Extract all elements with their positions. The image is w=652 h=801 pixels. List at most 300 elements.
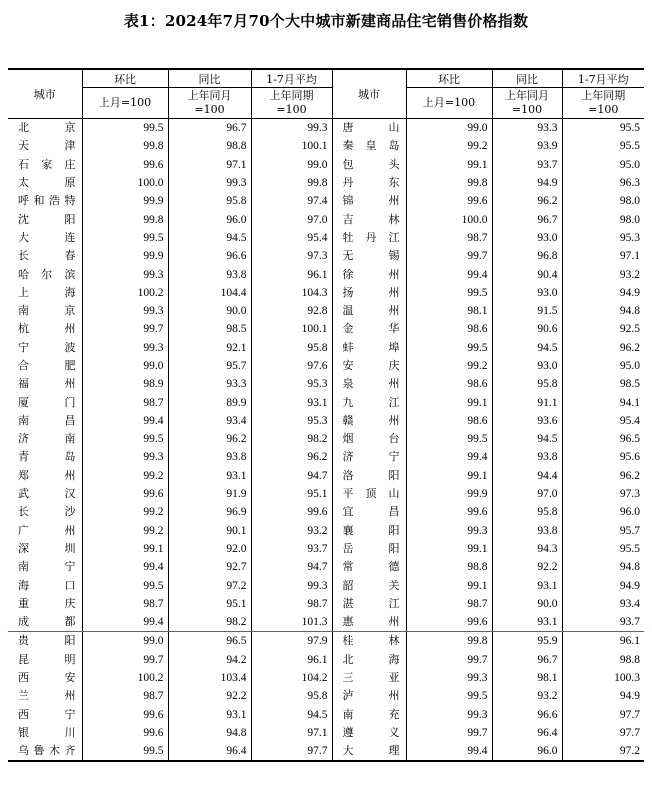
left-city-name: 上海: [18, 285, 76, 299]
right-yoy-value: 90.6: [492, 320, 562, 338]
right-ytd-value: 95.7: [562, 522, 644, 540]
left-mom-value: 99.3: [82, 448, 168, 466]
table-row: [8, 156, 644, 174]
right-yoy-value: 94.5: [492, 430, 562, 448]
left-ytd-value: 99.0: [251, 156, 332, 174]
right-city-name: 常德: [332, 558, 406, 576]
left-city-name: 贵阳: [18, 634, 76, 648]
right-ytd-value: 100.3: [562, 669, 644, 687]
right-mom-value: 98.6: [406, 320, 492, 338]
left-city-name: 呼和浩特: [18, 194, 76, 208]
table-row: [8, 119, 644, 138]
left-yoy-value: 92.7: [168, 558, 251, 576]
right-yoy-value: 95.8: [492, 375, 562, 393]
right-city-name: 洛阳: [332, 467, 406, 485]
left-yoy-value: 92.0: [168, 540, 251, 558]
right-ytd-value: 95.5: [562, 137, 644, 155]
left-mom-value: 99.5: [82, 576, 168, 594]
table-row: [8, 576, 644, 594]
table-row: [8, 558, 644, 576]
right-yoy-value: 96.2: [492, 192, 562, 210]
left-ytd-value: 94.7: [251, 467, 332, 485]
right-city-name: 安庆: [332, 357, 406, 375]
table-row: [8, 174, 644, 192]
right-yoy-value: 94.3: [492, 540, 562, 558]
right-city-name: 湛江: [332, 595, 406, 613]
left-yoy-value: 89.9: [168, 393, 251, 411]
right-city-name: 大理: [332, 742, 406, 761]
right-yoy-value: 93.7: [492, 156, 562, 174]
right-ytd-value: 94.9: [562, 284, 644, 302]
left-mom-value: 99.3: [82, 339, 168, 357]
left-ytd-value: 97.6: [251, 357, 332, 375]
right-mom-value: 99.7: [406, 724, 492, 742]
right-ytd-value: 95.3: [562, 229, 644, 247]
right-city-name: 赣州: [332, 412, 406, 430]
left-mom-value: 99.5: [82, 430, 168, 448]
left-city-name: 济南: [18, 432, 76, 446]
yoy-base-line2: =100: [511, 103, 543, 116]
table-row: [8, 742, 644, 761]
ytd-base-line1: 上年同期: [269, 89, 314, 102]
left-city-name: 石家庄: [18, 157, 76, 171]
left-yoy-value: 94.2: [168, 651, 251, 669]
left-city-name: 长春: [18, 249, 76, 263]
table-row: [8, 393, 644, 411]
right-city-name: 北海: [332, 651, 406, 669]
left-yoy-value: 91.9: [168, 485, 251, 503]
ytd-base-line2: =100: [588, 103, 619, 116]
right-ytd-value: 96.3: [562, 174, 644, 192]
right-ytd-value: 94.9: [562, 576, 644, 594]
left-yoy-value: 98.5: [168, 320, 251, 338]
left-mom-value: 98.9: [82, 375, 168, 393]
left-yoy-value: 96.5: [168, 632, 251, 651]
right-city-name: 三亚: [332, 669, 406, 687]
right-mom-value: 98.7: [406, 595, 492, 613]
right-mom-value: 99.1: [406, 576, 492, 594]
left-mom-value: 98.7: [82, 595, 168, 613]
left-city-name: 太原: [18, 176, 76, 190]
left-city-name: 长沙: [18, 505, 76, 519]
left-mom-value: 99.1: [82, 540, 168, 558]
left-city-name: 海口: [18, 578, 76, 592]
right-yoy-value: 93.1: [492, 576, 562, 594]
left-mom-value: 100.0: [82, 174, 168, 192]
left-city-name: 银川: [18, 725, 76, 739]
table-row: [8, 412, 644, 430]
right-city-name: 锦州: [332, 192, 406, 210]
left-mom-value: 99.3: [82, 302, 168, 320]
right-city-name: 徐州: [332, 265, 406, 283]
right-yoy-value: 93.8: [492, 448, 562, 466]
right-yoy-value: 93.0: [492, 229, 562, 247]
left-yoy-value: 90.1: [168, 522, 251, 540]
right-mom-value: 99.1: [406, 467, 492, 485]
right-yoy-value: 96.8: [492, 247, 562, 265]
right-mom-value: 98.6: [406, 412, 492, 430]
right-yoy-value: 97.0: [492, 485, 562, 503]
right-ytd-value: 96.1: [562, 632, 644, 651]
left-yoy-value: 97.1: [168, 156, 251, 174]
left-mom-value: 98.7: [82, 687, 168, 705]
right-mom-value: 99.3: [406, 706, 492, 724]
left-yoy-value: 95.7: [168, 357, 251, 375]
left-mom-value: 99.9: [82, 247, 168, 265]
left-ytd-value: 93.7: [251, 540, 332, 558]
table-body: [8, 119, 644, 762]
right-yoy-value: 91.1: [492, 393, 562, 411]
right-mom-value: 99.5: [406, 284, 492, 302]
left-city-name: 哈尔滨: [18, 267, 76, 281]
table-row: [8, 247, 644, 265]
yoy-base-line1: 上年同月: [505, 89, 549, 102]
right-mom-value: 99.4: [406, 742, 492, 761]
header-ytd-left: 1-7月平均: [251, 69, 332, 88]
table-row: [8, 706, 644, 724]
left-yoy-value: 94.5: [168, 229, 251, 247]
header-mom-base-left: 上月=100: [82, 88, 168, 119]
left-yoy-value: 96.4: [168, 742, 251, 761]
header-city-right: 城市: [332, 69, 406, 119]
left-yoy-value: 96.7: [168, 119, 251, 138]
left-mom-value: 99.6: [82, 706, 168, 724]
table-row: [8, 503, 644, 521]
left-yoy-value: 93.8: [168, 265, 251, 283]
left-city-name: 北京: [18, 121, 76, 135]
right-city-name: 南充: [332, 706, 406, 724]
left-mom-value: 99.2: [82, 503, 168, 521]
right-city-name: 济宁: [332, 448, 406, 466]
right-yoy-value: 96.0: [492, 742, 562, 761]
right-ytd-value: 97.1: [562, 247, 644, 265]
right-yoy-value: 94.9: [492, 174, 562, 192]
right-city-name: 宜昌: [332, 503, 406, 521]
left-mom-value: 99.4: [82, 412, 168, 430]
left-mom-value: 99.2: [82, 467, 168, 485]
left-mom-value: 99.8: [82, 137, 168, 155]
left-ytd-value: 94.5: [251, 706, 332, 724]
right-mom-value: 98.8: [406, 558, 492, 576]
right-mom-value: 99.3: [406, 669, 492, 687]
right-yoy-value: 93.1: [492, 613, 562, 632]
header-yoy-base-right: [492, 88, 562, 119]
left-city-name: 大连: [18, 230, 76, 244]
right-ytd-value: 97.2: [562, 742, 644, 761]
left-mom-value: 99.8: [82, 210, 168, 228]
right-mom-value: 99.9: [406, 485, 492, 503]
right-mom-value: 99.0: [406, 119, 492, 138]
table-row: [8, 339, 644, 357]
left-ytd-value: 97.0: [251, 210, 332, 228]
right-ytd-value: 97.3: [562, 485, 644, 503]
left-yoy-value: 104.4: [168, 284, 251, 302]
left-yoy-value: 94.8: [168, 724, 251, 742]
left-yoy-value: 99.3: [168, 174, 251, 192]
left-mom-value: 98.7: [82, 393, 168, 411]
right-ytd-value: 96.5: [562, 430, 644, 448]
right-mom-value: 99.6: [406, 613, 492, 632]
right-mom-value: 99.1: [406, 393, 492, 411]
right-yoy-value: 93.3: [492, 119, 562, 138]
right-yoy-value: 90.0: [492, 595, 562, 613]
left-city-name: 南昌: [18, 413, 76, 427]
table-row: [8, 485, 644, 503]
left-mom-value: 99.4: [82, 613, 168, 632]
right-ytd-value: 93.7: [562, 613, 644, 632]
right-ytd-value: 98.0: [562, 210, 644, 228]
right-mom-value: 99.6: [406, 192, 492, 210]
left-ytd-value: 92.8: [251, 302, 332, 320]
left-ytd-value: 104.2: [251, 669, 332, 687]
left-ytd-value: 100.1: [251, 320, 332, 338]
left-city-name: 西安: [18, 671, 76, 685]
right-city-name: 泉州: [332, 375, 406, 393]
right-mom-value: 99.7: [406, 247, 492, 265]
left-mom-value: 99.0: [82, 357, 168, 375]
right-ytd-value: 93.4: [562, 595, 644, 613]
left-yoy-value: 93.1: [168, 467, 251, 485]
left-city-name: 福州: [18, 377, 76, 391]
right-ytd-value: 97.7: [562, 706, 644, 724]
left-ytd-value: 95.8: [251, 339, 332, 357]
left-yoy-value: 93.1: [168, 706, 251, 724]
right-city-name: 金华: [332, 320, 406, 338]
right-ytd-value: 94.8: [562, 558, 644, 576]
yoy-base-line2: =100: [194, 103, 225, 116]
table-row: [8, 137, 644, 155]
right-mom-value: 99.1: [406, 156, 492, 174]
right-ytd-value: 95.0: [562, 357, 644, 375]
left-mom-value: 99.9: [82, 192, 168, 210]
left-city-name: 昆明: [18, 652, 76, 666]
left-yoy-value: 93.3: [168, 375, 251, 393]
table-row: [8, 265, 644, 283]
right-ytd-value: 96.0: [562, 503, 644, 521]
table-title: 表1：2024年7月70个大中城市新建商品住宅销售价格指数: [123, 12, 529, 30]
right-yoy-value: 95.9: [492, 632, 562, 651]
right-mom-value: 99.7: [406, 651, 492, 669]
header-yoy-right: 同比: [492, 69, 562, 88]
right-yoy-value: 93.6: [492, 412, 562, 430]
left-ytd-value: 101.3: [251, 613, 332, 632]
left-city-name: 深圳: [18, 541, 76, 555]
left-mom-value: 99.0: [82, 632, 168, 651]
table-row: [8, 522, 644, 540]
right-yoy-value: 90.4: [492, 265, 562, 283]
left-yoy-value: 93.8: [168, 448, 251, 466]
right-mom-value: 99.2: [406, 357, 492, 375]
right-yoy-value: 96.7: [492, 210, 562, 228]
right-ytd-value: 97.7: [562, 724, 644, 742]
right-yoy-value: 92.2: [492, 558, 562, 576]
header-mom-left: 环比: [82, 69, 168, 88]
right-mom-value: 98.7: [406, 229, 492, 247]
right-ytd-value: 95.5: [562, 119, 644, 138]
right-city-name: 泸州: [332, 687, 406, 705]
right-mom-value: 99.3: [406, 522, 492, 540]
left-city-name: 杭州: [18, 322, 76, 336]
table-row: [8, 375, 644, 393]
right-city-name: 惠州: [332, 613, 406, 632]
right-ytd-value: 96.2: [562, 467, 644, 485]
left-ytd-value: 100.1: [251, 137, 332, 155]
right-yoy-value: 93.2: [492, 687, 562, 705]
table-row: [8, 284, 644, 302]
left-ytd-value: 97.9: [251, 632, 332, 651]
right-yoy-value: 94.5: [492, 339, 562, 357]
left-yoy-value: 96.6: [168, 247, 251, 265]
left-ytd-value: 97.7: [251, 742, 332, 761]
left-mom-value: 99.5: [82, 742, 168, 761]
table-row: [8, 613, 644, 632]
table-row: [8, 632, 644, 651]
left-ytd-value: 104.3: [251, 284, 332, 302]
right-mom-value: 98.6: [406, 375, 492, 393]
right-city-name: 岳阳: [332, 540, 406, 558]
right-ytd-value: 96.2: [562, 339, 644, 357]
left-mom-value: 99.6: [82, 156, 168, 174]
right-ytd-value: 93.2: [562, 265, 644, 283]
right-ytd-value: 98.0: [562, 192, 644, 210]
right-yoy-value: 91.5: [492, 302, 562, 320]
header-yoy-base-left: [168, 88, 251, 119]
header-ytd-base-right: [562, 88, 644, 119]
left-city-name: 乌鲁木齐: [8, 742, 82, 761]
right-city-name: 扬州: [332, 284, 406, 302]
right-ytd-value: 92.5: [562, 320, 644, 338]
right-mom-value: 99.6: [406, 503, 492, 521]
left-ytd-value: 99.3: [251, 576, 332, 594]
right-ytd-value: 98.8: [562, 651, 644, 669]
right-mom-value: 100.0: [406, 210, 492, 228]
left-ytd-value: 99.6: [251, 503, 332, 521]
left-yoy-value: 92.1: [168, 339, 251, 357]
left-yoy-value: 96.0: [168, 210, 251, 228]
right-mom-value: 99.2: [406, 137, 492, 155]
right-yoy-value: 95.8: [492, 503, 562, 521]
header-yoy-left: 同比: [168, 69, 251, 88]
left-ytd-value: 99.3: [251, 119, 332, 138]
left-yoy-value: 92.2: [168, 687, 251, 705]
left-mom-value: 99.7: [82, 320, 168, 338]
left-yoy-value: 98.2: [168, 613, 251, 632]
left-ytd-value: 97.1: [251, 724, 332, 742]
left-city-name: 南京: [18, 304, 76, 318]
table-row: [8, 357, 644, 375]
right-ytd-value: 94.8: [562, 302, 644, 320]
left-ytd-value: 96.2: [251, 448, 332, 466]
table-row: [8, 320, 644, 338]
header-ytd-base-left: [251, 88, 332, 119]
left-ytd-value: 93.1: [251, 393, 332, 411]
yoy-base-line1: 上年同月: [187, 89, 232, 102]
right-mom-value: 99.8: [406, 174, 492, 192]
right-city-name: 襄阳: [332, 522, 406, 540]
left-city-name: 成都: [8, 613, 82, 632]
right-ytd-value: 95.5: [562, 540, 644, 558]
left-mom-value: 99.5: [82, 229, 168, 247]
left-ytd-value: 96.1: [251, 651, 332, 669]
left-city-name: 南宁: [18, 560, 76, 574]
left-yoy-value: 96.9: [168, 503, 251, 521]
left-yoy-value: 93.4: [168, 412, 251, 430]
right-city-name: 韶关: [332, 576, 406, 594]
header-ytd-right: 1-7月平均: [562, 69, 644, 88]
table-row: [8, 430, 644, 448]
right-yoy-value: 93.9: [492, 137, 562, 155]
table-row: [8, 192, 644, 210]
right-mom-value: 99.5: [406, 430, 492, 448]
right-city-name: 九江: [332, 393, 406, 411]
right-city-name: 蚌埠: [332, 339, 406, 357]
left-mom-value: 99.6: [82, 485, 168, 503]
left-city-name: 西宁: [18, 707, 76, 721]
left-ytd-value: 99.8: [251, 174, 332, 192]
right-city-name: 桂林: [332, 632, 406, 651]
right-city-name: 包头: [332, 156, 406, 174]
right-yoy-value: 96.6: [492, 706, 562, 724]
left-yoy-value: 103.4: [168, 669, 251, 687]
left-ytd-value: 97.3: [251, 247, 332, 265]
left-ytd-value: 98.2: [251, 430, 332, 448]
left-city-name: 合肥: [18, 359, 76, 372]
right-yoy-value: 96.7: [492, 651, 562, 669]
left-city-name: 广州: [18, 523, 76, 537]
right-city-name: 遵义: [332, 724, 406, 742]
left-mom-value: 99.6: [82, 724, 168, 742]
table-row: [8, 210, 644, 228]
left-ytd-value: 98.7: [251, 595, 332, 613]
left-yoy-value: 95.1: [168, 595, 251, 613]
right-ytd-value: 95.0: [562, 156, 644, 174]
left-city-name: 青岛: [18, 450, 76, 464]
header-mom-right: 环比: [406, 69, 492, 88]
right-ytd-value: 95.4: [562, 412, 644, 430]
left-mom-value: 99.5: [82, 119, 168, 138]
header-city-left: 城市: [8, 69, 82, 119]
right-mom-value: 98.1: [406, 302, 492, 320]
price-index-table: [8, 68, 644, 762]
right-city-name: 温州: [332, 302, 406, 320]
right-city-name: 烟台: [332, 430, 406, 448]
left-city-name: 郑州: [18, 468, 76, 482]
left-mom-value: 100.2: [82, 669, 168, 687]
table-row: [8, 669, 644, 687]
right-yoy-value: 93.0: [492, 284, 562, 302]
left-city-name: 厦门: [18, 395, 76, 409]
right-city-name: 丹东: [332, 174, 406, 192]
right-city-name: 秦皇岛: [332, 137, 406, 155]
right-mom-value: 99.4: [406, 448, 492, 466]
table-row: [8, 467, 644, 485]
header-row-2: [8, 88, 644, 119]
right-ytd-value: 95.6: [562, 448, 644, 466]
left-city-name: 兰州: [18, 689, 76, 703]
right-city-name: 无锡: [332, 247, 406, 265]
left-yoy-value: 97.2: [168, 576, 251, 594]
left-ytd-value: 93.2: [251, 522, 332, 540]
left-city-name: 武汉: [18, 487, 76, 501]
right-city-name: 吉林: [332, 210, 406, 228]
left-yoy-value: 90.0: [168, 302, 251, 320]
table-row: [8, 724, 644, 742]
left-mom-value: 99.7: [82, 651, 168, 669]
right-yoy-value: 94.4: [492, 467, 562, 485]
left-mom-value: 100.2: [82, 284, 168, 302]
left-ytd-value: 95.3: [251, 412, 332, 430]
right-mom-value: 99.5: [406, 339, 492, 357]
